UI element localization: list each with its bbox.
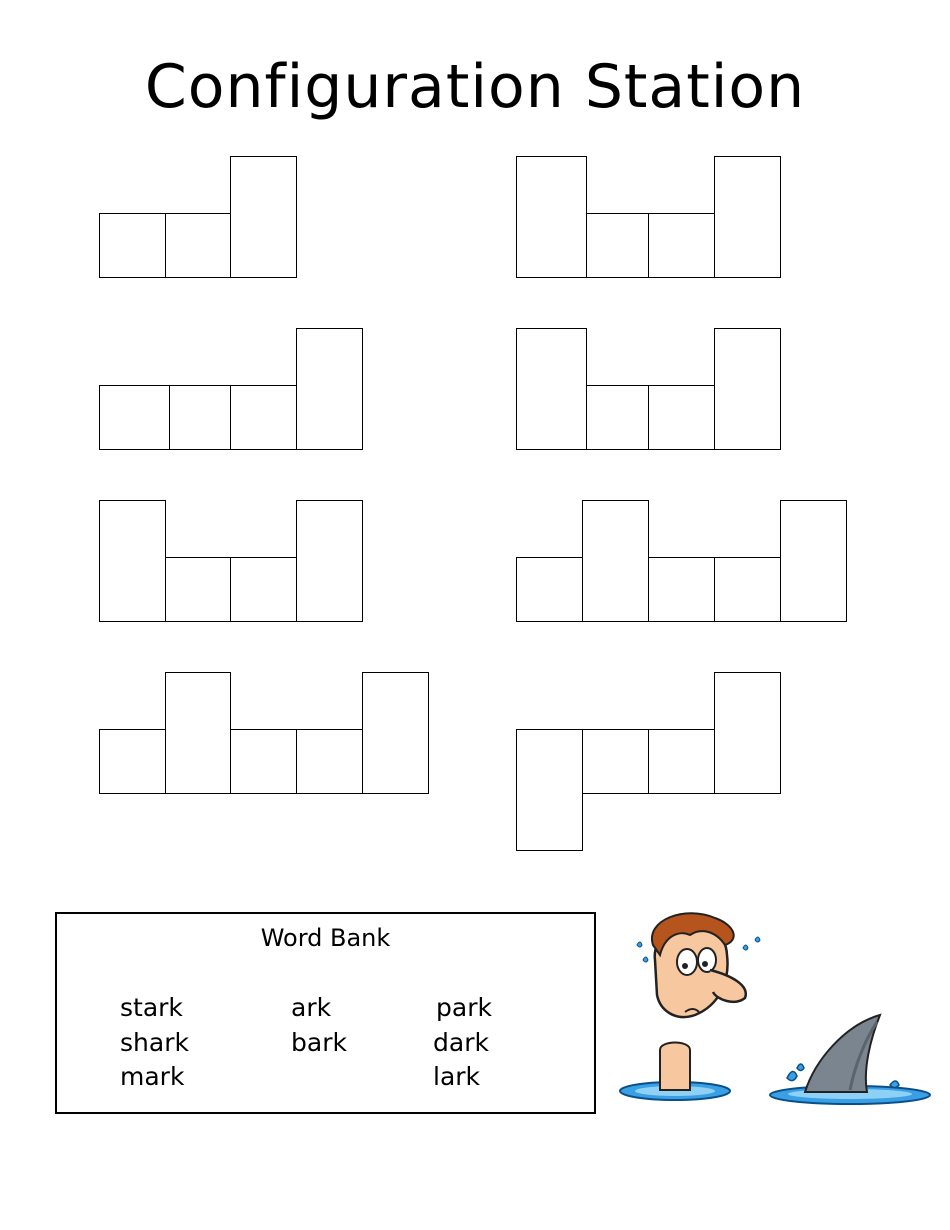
- letter-box[interactable]: [296, 328, 363, 450]
- letter-box[interactable]: [648, 213, 715, 278]
- word-park: park: [436, 993, 492, 1022]
- letter-box[interactable]: [165, 213, 231, 278]
- letter-box[interactable]: [714, 156, 781, 278]
- letter-box[interactable]: [582, 500, 649, 622]
- letter-box[interactable]: [362, 672, 429, 794]
- letter-box[interactable]: [230, 729, 297, 794]
- man-and-shark-illustration: [615, 900, 935, 1120]
- shark-fin-icon: [805, 1015, 880, 1092]
- letter-box[interactable]: [648, 557, 715, 622]
- letter-box[interactable]: [648, 729, 715, 794]
- letter-box[interactable]: [516, 328, 587, 450]
- letter-box[interactable]: [516, 156, 587, 278]
- letter-box[interactable]: [648, 385, 715, 450]
- letter-box[interactable]: [714, 328, 781, 450]
- letter-box[interactable]: [586, 213, 649, 278]
- letter-box[interactable]: [165, 557, 231, 622]
- word-bark: bark: [291, 1028, 347, 1057]
- letter-box[interactable]: [230, 156, 297, 278]
- letter-box[interactable]: [516, 729, 583, 851]
- letter-box[interactable]: [714, 557, 781, 622]
- letter-box[interactable]: [230, 385, 297, 450]
- letter-box[interactable]: [99, 500, 166, 622]
- letter-box[interactable]: [99, 213, 166, 278]
- worried-man-icon: [637, 913, 760, 1090]
- letter-box[interactable]: [714, 672, 781, 794]
- letter-box[interactable]: [165, 672, 231, 794]
- letter-box[interactable]: [230, 557, 297, 622]
- word-bank-title: Word Bank: [260, 924, 391, 952]
- page-title: Configuration Station: [144, 52, 806, 122]
- letter-box[interactable]: [296, 729, 363, 794]
- word-dark: dark: [433, 1028, 489, 1057]
- word-mark: mark: [120, 1062, 185, 1091]
- letter-box[interactable]: [99, 385, 170, 450]
- word-ark: ark: [291, 993, 332, 1022]
- letter-box[interactable]: [780, 500, 847, 622]
- word-shark: shark: [120, 1028, 189, 1057]
- letter-box[interactable]: [586, 385, 649, 450]
- letter-box[interactable]: [582, 729, 649, 794]
- letter-box[interactable]: [99, 729, 166, 794]
- word-lark: lark: [433, 1062, 481, 1091]
- letter-box[interactable]: [516, 557, 583, 622]
- word-bank: [55, 912, 596, 1114]
- letter-box[interactable]: [169, 385, 231, 450]
- letter-box[interactable]: [296, 500, 363, 622]
- word-stark: stark: [120, 993, 183, 1022]
